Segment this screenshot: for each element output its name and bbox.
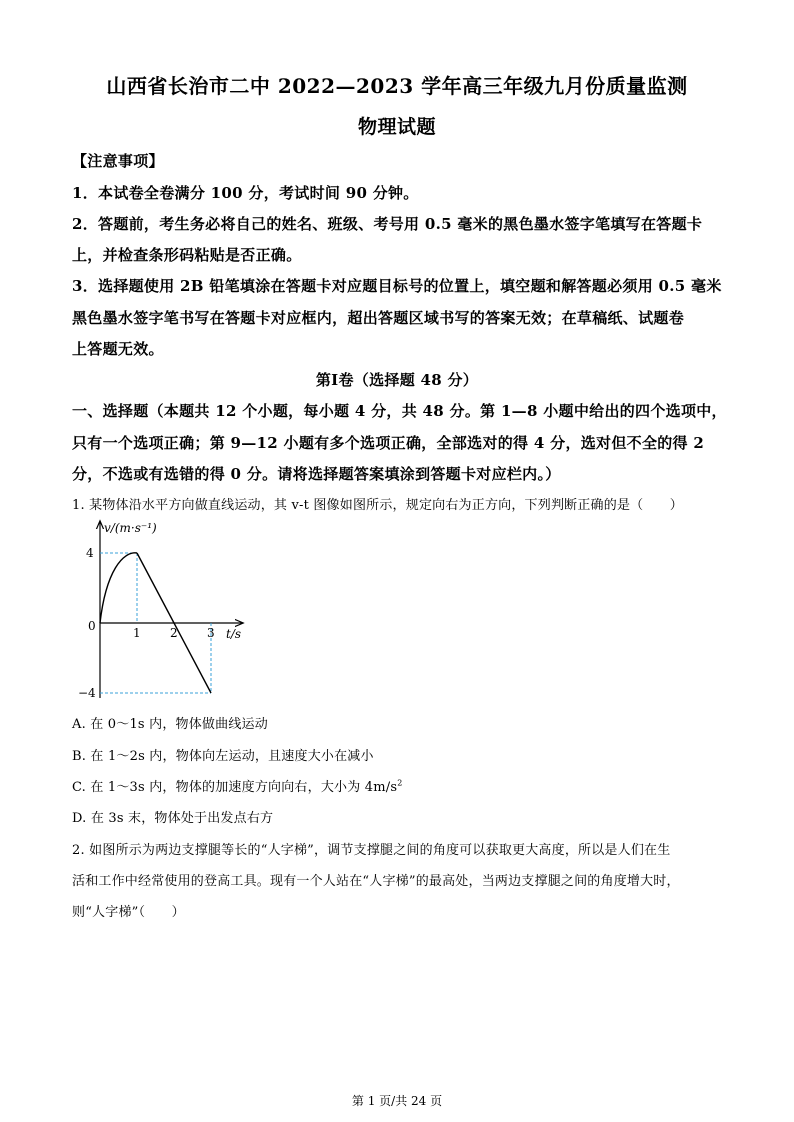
question-2-line: 活和工作中经常使用的登高工具。现有一个人站在“人字梯”的最高处，当两边支撑腿之间的角度增大时， xyxy=(72,874,680,889)
x-tick-label: 2 xyxy=(170,626,178,640)
section-intro-line: 只有一个选项正确；第 9—12 小题有多个选项正确，全部选对的得 4 分，选对但不全的得 2 xyxy=(72,434,705,452)
option-c xyxy=(72,776,403,795)
question-2-line: 则“人字梯”（ ） xyxy=(72,905,185,920)
page-subtitle: 物理试题 xyxy=(357,116,436,138)
x-tick-label: 1 xyxy=(133,626,141,640)
section-intro-line: 分，不选或有选错的得 0 分。请将选择题答案填涂到答题卡对应栏内。） xyxy=(72,465,561,483)
page-title: 山西省长治市二中 2022—2023 学年高三年级九月份质量监测 xyxy=(106,74,688,98)
y-tick-label: −4 xyxy=(78,686,96,700)
question-1-stem: 1. 某物体沿水平方向做直线运动，其 v-t 图像如图所示，规定向右为正方向，下列判断正确的是（ ） xyxy=(72,498,683,513)
section-title: 第Ⅰ卷（选择题 48 分） xyxy=(315,371,479,389)
notice-heading: 【注意事项】 xyxy=(72,152,164,170)
option-a: A. 在 0～1s 内，物体做曲线运动 xyxy=(72,717,268,732)
origin-label: 0 xyxy=(88,619,96,633)
notice-line: 2．答题前，考生务必将自己的姓名、班级、考号用 0.5 毫米的黑色墨水签字笔填写在答题卡 xyxy=(72,215,703,233)
option-c-text: C. 在 1～3s 内，物体的加速度方向向右，大小为 4m/s xyxy=(72,780,398,795)
vt-graph xyxy=(80,518,250,710)
x-tick-label: 3 xyxy=(207,626,215,640)
x-axis-label: t/s xyxy=(226,627,242,641)
y-tick-label: 4 xyxy=(86,546,94,560)
notice-line: 黑色墨水签字笔书写在答题卡对应框内，超出答题区域书写的答案无效；在草稿纸、试题卷 xyxy=(72,309,685,327)
option-b: B. 在 1～2s 内，物体向左运动，且速度大小在减小 xyxy=(72,749,374,764)
option-c-superscript: 2 xyxy=(397,778,403,788)
velocity-curve-segment xyxy=(100,553,137,623)
notice-line: 上答题无效。 xyxy=(72,340,164,358)
y-axis-label: v/(m·s⁻¹) xyxy=(104,521,157,535)
question-2-line: 2. 如图所示为两边支撑腿等长的“人字梯”，调节支撑腿之间的角度可以获取更大高度，所以是人们在生 xyxy=(72,843,671,858)
notice-line: 3．选择题使用 2B 铅笔填涂在答题卡对应题目标号的位置上，填空题和解答题必须用 0.5 毫米 xyxy=(72,277,722,295)
option-d: D. 在 3s 末，物体处于出发点右方 xyxy=(72,811,274,826)
notice-line: 1．本试卷全卷满分 100 分，考试时间 90 分钟。 xyxy=(72,184,419,202)
page-footer: 第 1 页/共 24 页 xyxy=(351,1094,443,1108)
notice-line: 上，并检查条形码粘贴是否正确。 xyxy=(72,246,302,264)
section-intro-line: 一、选择题（本题共 12 个小题，每小题 4 分，共 48 分。第 1—8 小题中给出的四个选项中， xyxy=(72,402,727,420)
